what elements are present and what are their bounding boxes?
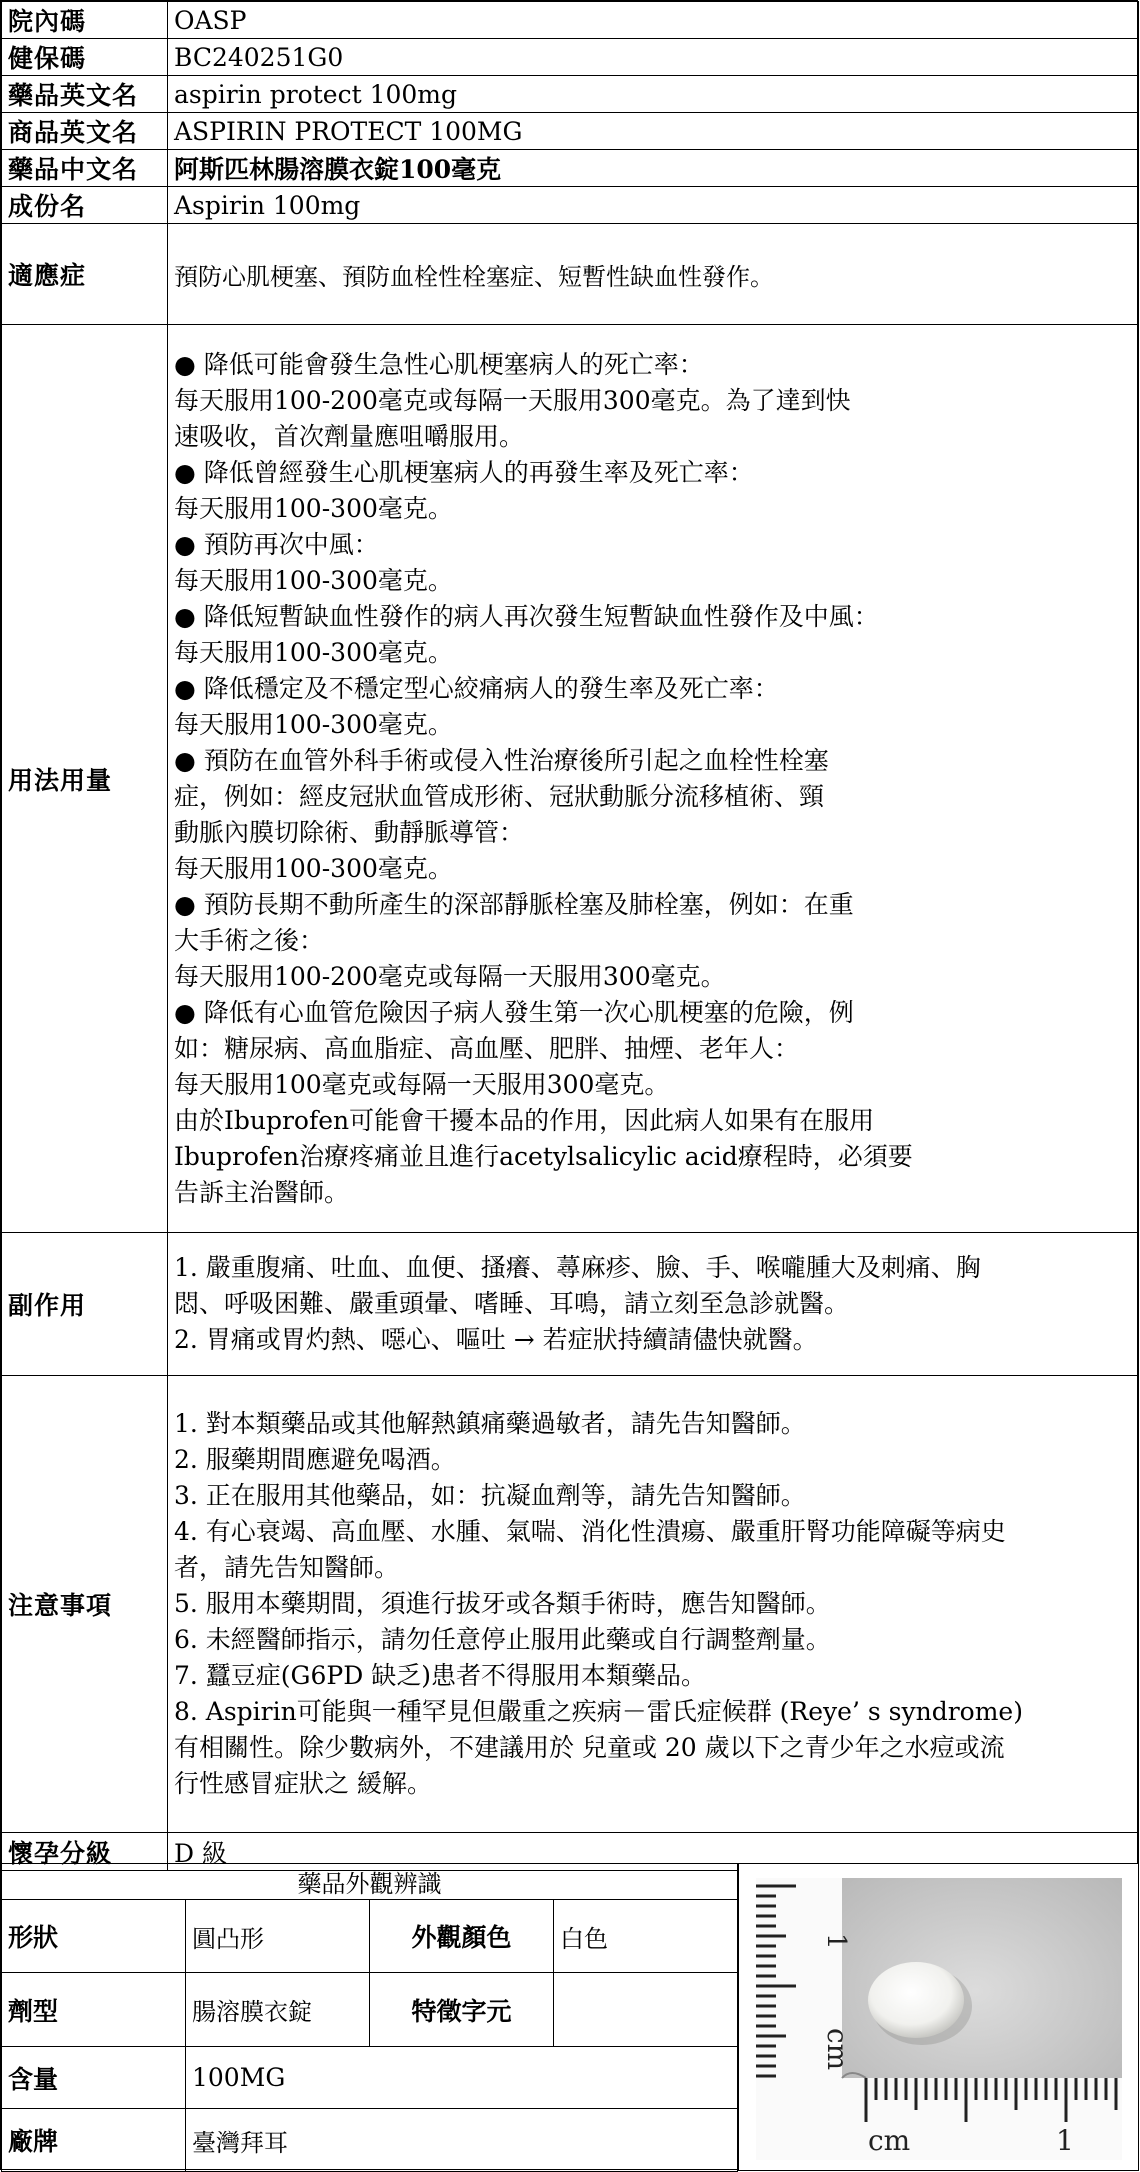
horizontal-ruler-number: 1 — [1056, 2124, 1074, 2157]
text-line: 每天服用100-300毫克。 — [174, 637, 453, 667]
precautions-lines — [174, 1406, 1132, 1802]
text-line: 由於Ibuprofen可能會干擾本品的作用，因此病人如果有在服用 — [174, 1105, 875, 1135]
row-ingredient — [2, 187, 1139, 224]
text-line: ● 降低可能會發生急性心肌梗塞病人的死亡率： — [174, 349, 704, 379]
row-dosage — [2, 325, 1139, 1233]
text-line: 1. 嚴重腹痛、吐血、血便、搔癢、蕁麻疹、臉、手、喉嚨腫大及刺痛、胸 — [174, 1253, 981, 1282]
pregnancy-value: D 級 — [168, 1833, 1139, 1871]
row-chinese-name — [2, 150, 1139, 187]
row-english-name — [2, 76, 1139, 113]
text-line: 2. 服藥期間應避免喝酒。 — [174, 1445, 456, 1474]
form-value: 腸溶膜衣錠 — [186, 1973, 370, 2047]
text-line: 7. 蠶豆症(G6PD 缺乏)患者不得服用本類藥品。 — [174, 1661, 706, 1690]
pill-tablet — [868, 1962, 964, 2038]
english-name-label: 藥品英文名 — [2, 76, 168, 113]
precautions-label: 注意事項 — [2, 1376, 168, 1833]
indication-label: 適應症 — [2, 224, 168, 325]
english-name-value: aspirin protect 100mg — [168, 76, 1139, 113]
text-line: 大手術之後： — [174, 925, 325, 955]
text-line: 每天服用100-200毫克或每隔一天服用300毫克。為了達到快 — [174, 385, 851, 415]
text-line: ● 降低穩定及不穩定型心絞痛病人的發生率及死亡率： — [174, 673, 779, 703]
vertical-ruler — [756, 1878, 842, 2160]
row-indication — [2, 224, 1139, 325]
appearance-title: 藥品外觀辨識 — [2, 1864, 738, 1900]
text-line: ● 降低有心血管危險因子病人發生第一次心肌梗塞的危險，例 — [174, 997, 854, 1027]
text-line: 有相關性。除少數病外，不建議用於 兒童或 20 歲以下之青少年之水痘或流 — [174, 1733, 1005, 1762]
text-line: 5. 服用本藥期間，須進行拔牙或各類手術時，應告知醫師。 — [174, 1589, 831, 1618]
dosage-label: 用法用量 — [2, 325, 168, 1233]
text-line: 8. Aspirin可能與一種罕見但嚴重之疾病－雷氏症候群 (Reye’ s syndrome) — [174, 1697, 1023, 1726]
row-side-effects — [2, 1233, 1139, 1376]
text-line: ● 降低短暫缺血性發作的病人再次發生短暫缺血性發作及中風： — [174, 601, 879, 631]
text-line: 3. 正在服用其他藥品，如：抗凝血劑等，請先告知醫師。 — [174, 1481, 806, 1510]
side-effects-content — [168, 1233, 1139, 1376]
text-line: ● 預防長期不動所產生的深部靜脈栓塞及肺栓塞，例如：在重 — [174, 889, 854, 919]
dosage-lines — [174, 347, 1132, 1211]
text-line: 每天服用100-200毫克或每隔一天服用300毫克。 — [174, 961, 726, 991]
text-line: 每天服用100-300毫克。 — [174, 853, 453, 883]
pill-photo-cell — [738, 1863, 1139, 2171]
row-nhi-code — [2, 39, 1139, 76]
text-line: 6. 未經醫師指示，請勿任意停止服用此藥或自行調整劑量。 — [174, 1625, 831, 1654]
chinese-name-label: 藥品中文名 — [2, 150, 168, 187]
dosage-content — [168, 325, 1139, 1233]
appearance-brand-row — [2, 2109, 738, 2172]
row-precautions — [2, 1376, 1139, 1833]
ingredient-value: Aspirin 100mg — [168, 187, 1139, 224]
text-line: 速吸收，首次劑量應咀嚼服用。 — [174, 421, 525, 451]
drug-info-table — [1, 1, 1139, 1871]
appearance-form-row — [2, 1973, 738, 2047]
appearance-table — [1, 1863, 738, 2172]
appearance-title-row — [2, 1864, 738, 1900]
strength-value: 100MG — [186, 2047, 738, 2109]
text-line: 動脈內膜切除術、動靜脈導管： — [174, 817, 525, 847]
brand-name-value: ASPIRIN PROTECT 100MG — [168, 113, 1139, 150]
row-brand-name — [2, 113, 1139, 150]
text-line: 者，請先告知醫師。 — [174, 1553, 400, 1582]
text-line: 4. 有心衰竭、高血壓、水腫、氣喘、消化性潰瘍、嚴重肝腎功能障礙等病史 — [174, 1517, 1006, 1546]
shape-value: 圓凸形 — [186, 1900, 370, 1973]
brand-value: 臺灣拜耳 — [186, 2109, 738, 2172]
imprint-value — [554, 1973, 738, 2047]
nhi-code-value: BC240251G0 — [168, 39, 1139, 76]
color-label: 外觀顏色 — [370, 1900, 554, 1973]
text-line: 每天服用100毫克或每隔一天服用300毫克。 — [174, 1069, 670, 1099]
side-effects-lines — [174, 1250, 1132, 1358]
pill-photo — [756, 1878, 1122, 2160]
row-hospital-code — [2, 2, 1139, 39]
appearance-strength-row — [2, 2047, 738, 2109]
appearance-shape-row — [2, 1900, 738, 1973]
text-line: ● 降低曾經發生心肌梗塞病人的再發生率及死亡率： — [174, 457, 754, 487]
hospital-code-label: 院內碼 — [2, 2, 168, 39]
color-value: 白色 — [554, 1900, 738, 1973]
brand-label: 廠牌 — [2, 2109, 186, 2172]
hospital-code-value: OASP — [168, 2, 1139, 39]
chinese-name-value: 阿斯匹林腸溶膜衣錠100毫克 — [168, 150, 1139, 187]
form-label: 劑型 — [2, 1973, 186, 2047]
nhi-code-label: 健保碼 — [2, 39, 168, 76]
ingredient-label: 成份名 — [2, 187, 168, 224]
text-line: 每天服用100-300毫克。 — [174, 493, 453, 523]
text-line: 每天服用100-300毫克。 — [174, 709, 453, 739]
vertical-ruler-number: 1 — [821, 1933, 851, 1950]
text-line: 每天服用100-300毫克。 — [174, 565, 453, 595]
side-effects-label: 副作用 — [2, 1233, 168, 1376]
appearance-section — [1, 1863, 1139, 2171]
brand-name-label: 商品英文名 — [2, 113, 168, 150]
precautions-content — [168, 1376, 1139, 1833]
indication-value: 預防心肌梗塞、預防血栓性栓塞症、短暫性缺血性發作。 — [168, 224, 1139, 325]
strength-label: 含量 — [2, 2047, 186, 2109]
pregnancy-label: 懷孕分級 — [2, 1833, 168, 1871]
text-line: 告訴主治醫師。 — [174, 1177, 350, 1207]
text-line: 悶、呼吸困難、嚴重頭暈、嗜睡、耳鳴，請立刻至急診就醫。 — [174, 1289, 850, 1318]
text-line: Ibuprofen治療疼痛並且進行acetylsalicylic acid療程時，必須要 — [174, 1141, 913, 1171]
text-line: 1. 對本類藥品或其他解熱鎮痛藥過敏者，請先告知醫師。 — [174, 1409, 806, 1438]
vertical-ruler-unit: cm — [821, 2028, 854, 2071]
shape-label: 形狀 — [2, 1900, 186, 1973]
pill-with-ruler-image — [756, 1878, 1122, 2160]
text-line: ● 預防在血管外科手術或侵入性治療後所引起之血栓性栓塞 — [174, 745, 829, 775]
text-line: 如：糖尿病、高血脂症、高血壓、肥胖、抽煙、老年人： — [174, 1033, 800, 1063]
text-line: ● 預防再次中風： — [174, 529, 379, 559]
text-line: 症，例如：經皮冠狀血管成形術、冠狀動脈分流移植術、頸 — [174, 781, 825, 811]
imprint-label: 特徵字元 — [370, 1973, 554, 2047]
horizontal-ruler-unit: cm — [868, 2124, 911, 2157]
text-line: 行性感冒症狀之 緩解。 — [174, 1769, 432, 1798]
text-line: 2. 胃痛或胃灼熱、噁心、嘔吐 → 若症狀持續請儘快就醫。 — [174, 1325, 818, 1354]
